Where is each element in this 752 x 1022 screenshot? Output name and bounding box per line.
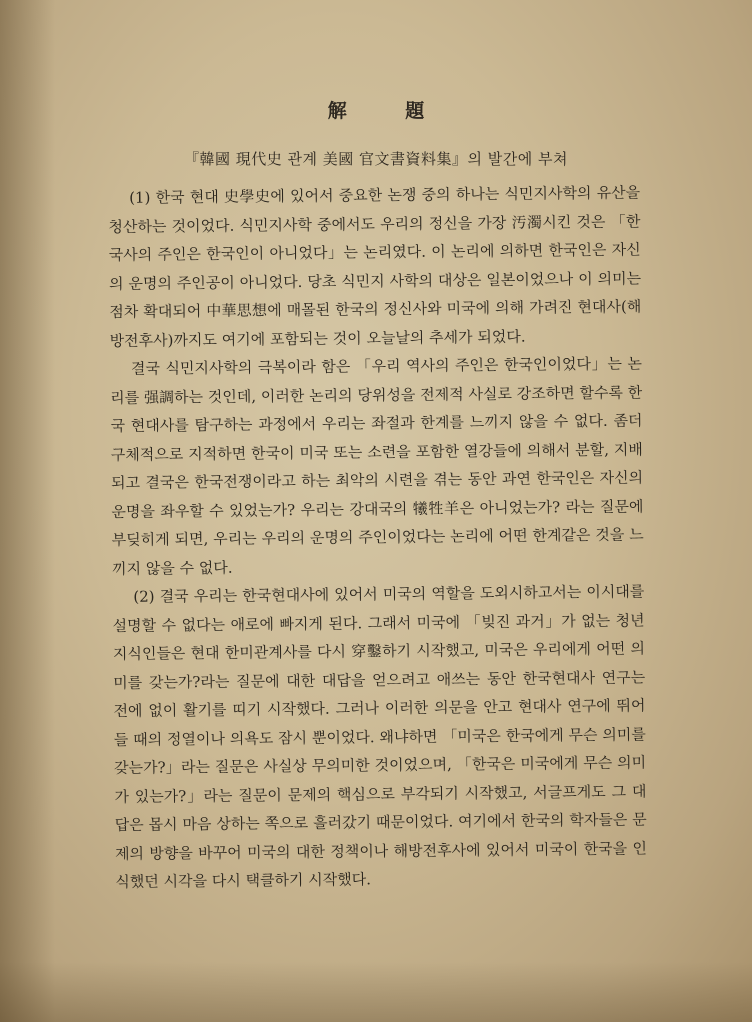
paragraph-1: (1) 한국 현대 史學史에 있어서 중요한 논쟁 중의 하나는 식민지사학의 유산을 청산하는 것이었다. 식민지사학 중에서도 우리의 정신을 가장 汚濁시킨 것은 「한국사의 주인은 한국인이 아니었다」는 논리였다. 이 논리에 의하면 한국인은 자신의 운명의 주인공이 아니었다. 당초 식민지 사학의 대상은 일본이었으나 이 의미는 점차 확대되어 中華思想에 매몰된 한국의 정신사와 미국에 의해 가려진 현대사(해방전후사)까지도 여기에 포함되는 것이 오늘날의 추세가 되었다. bbox=[108, 183, 642, 350]
body-text bbox=[108, 178, 647, 896]
page-heading: 解 題 bbox=[327, 100, 451, 122]
paragraph-2: 결국 식민지사학의 극복이라 함은 「우리 역사의 주인은 한국인이었다」는 논리를 强調하는 것인데, 이러한 논리의 당위성을 전제적 사실로 강조하면 할수록 한국 현대사를 탐구하는 과정에서 우리는 좌절과 한계를 느끼지 않을 수 없다. 좀더 구체적으로 지적하면 한국이 미국 또는 소련을 포함한 열강들에 의해서 분할, 지배되고 결국은 한국전쟁이라고 하는 최악의 시련을 겪는 동안 과연 한국인은 자신의 운명을 좌우할 수 있었는가? 우리는 강대국의 犧牲羊은 아니었는가? 라는 질문에 부딪히게 되면, 우리는 우리의 운명의 주인이었다는 논리에 어떤 한계같은 것을 느끼지 않을 수 없다. bbox=[110, 354, 644, 578]
paragraph-3: (2) 결국 우리는 한국현대사에 있어서 미국의 역할을 도외시하고서는 이시대를 설명할 수 없다는 애로에 빠지게 된다. 그래서 미국에 「빚진 과거」가 없는 청년 지식인들은 현대 한미관계사를 다시 穿鑿하기 시작했고, 미국은 우리에게 어떤 의미를 갖는가?라는 질문에 대한 대답을 얻으려고 애쓰는 동안 한국현대사 연구는 전에 없이 활기를 띠기 시작했다. 그러나 이러한 의문을 안고 현대사 연구에 뛰어들 때의 정열이나 의욕도 잠시 뿐이었다. 왜냐하면 「미국은 한국에게 무슨 의미를 갖는가?」라는 질문은 사실상 무의미한 것이었으며, 「한국은 미국에게 무슨 의미가 있는가?」라는 질문이 문제의 핵심으로 부각되기 시작했고, 서글프게도 그 대답은 몹시 마음 상하는 쪽으로 흘러갔기 때문이었다. 여기에서 한국의 학자들은 문제의 방향을 바꾸어 미국의 대한 정책이나 해방전후사에 있어서 미국이 한국을 인식했던 시각을 다시 택클하기 시작했다. bbox=[112, 582, 648, 891]
page-subtitle: 『韓國 現代史 관계 美國 官文書資料集』의 발간에 부쳐 bbox=[183, 150, 569, 168]
